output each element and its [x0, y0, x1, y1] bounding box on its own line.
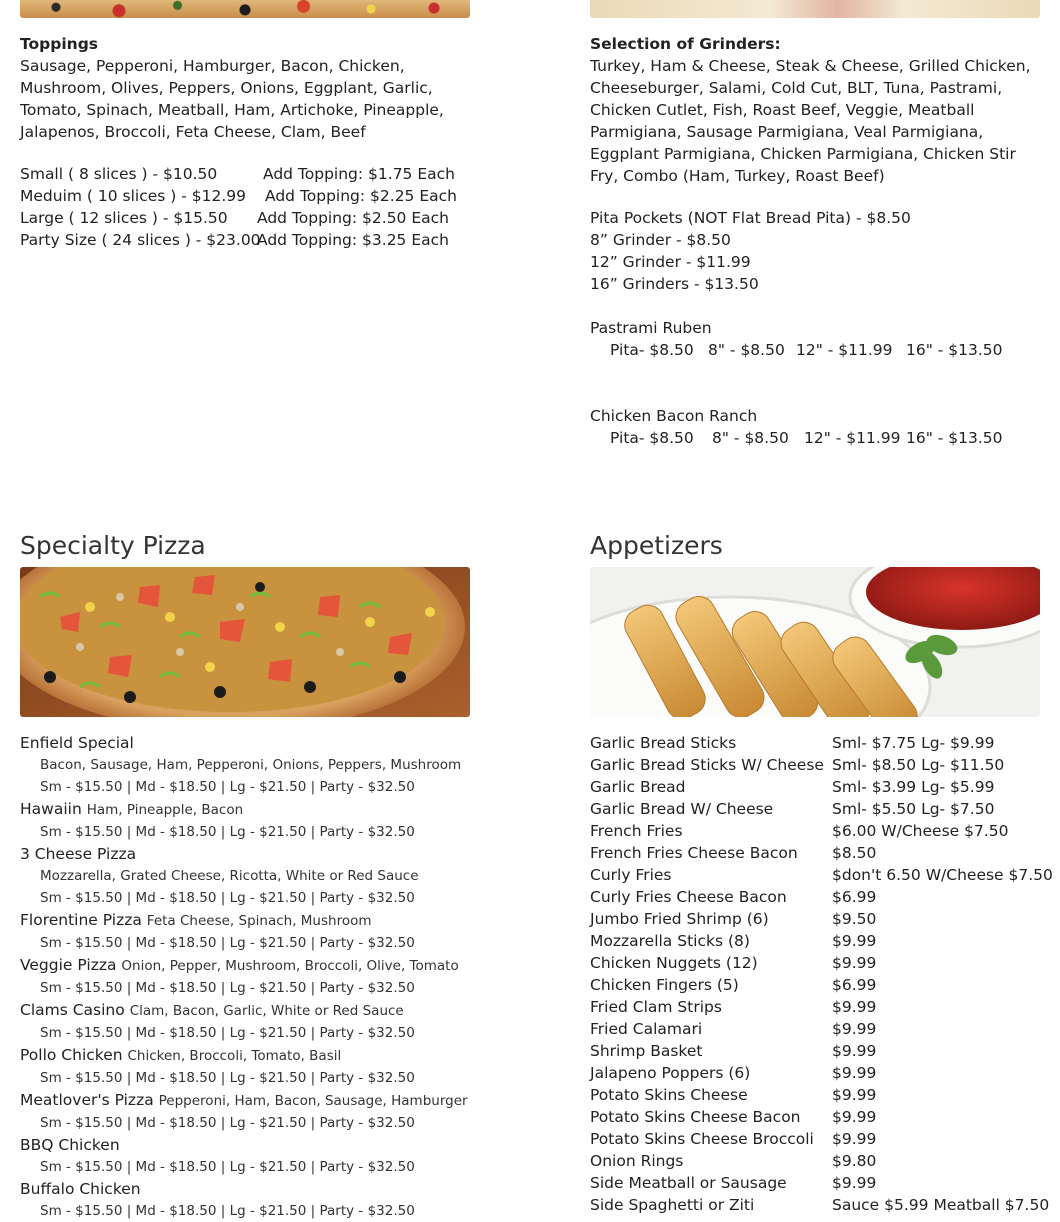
pizza-prices: Sm - $15.50 | Md - $18.50 | Lg - $21.50 | Party - $32.50 — [40, 824, 415, 840]
pizza-name: Buffalo Chicken — [20, 1180, 141, 1198]
8in-price: 8" - $8.50 — [712, 429, 789, 447]
list-item — [590, 732, 1060, 754]
appetizer-name: Potato Skins Cheese — [590, 1086, 748, 1104]
size-label: Small ( 8 slices ) - $10.50 — [20, 165, 218, 183]
appetizer-price: $8.50 — [832, 844, 877, 862]
appetizer-price: $9.99 — [832, 954, 877, 972]
list-item — [590, 842, 1060, 864]
appetizers-list — [590, 732, 1060, 1216]
appetizer-name: Fried Calamari — [590, 1020, 703, 1038]
appetizer-name: Onion Rings — [590, 1152, 684, 1170]
list-item — [590, 820, 1060, 842]
pizza-prices: Sm - $15.50 | Md - $18.50 | Lg - $21.50 | Party - $32.50 — [40, 779, 415, 795]
appetizer-price: $9.99 — [832, 1064, 877, 1082]
pizza-ingredients: Feta Cheese, Spinach, Mushroom — [146, 913, 372, 929]
grinders-list: Turkey, Ham & Cheese, Steak & Cheese, Grilled Chicken, Cheeseburger, Salami, Cold Cut, BLT, Tuna, Pastrami, Chicken Cutlet, Fish, Roast Beef, Veggie, Meatball Parmigiana, Sausage Parmigiana, Veal Parmigiana, Eggplant Parmigiana, Chicken Parmigiana, Chicken Stir Fry, Combo (Ham, Turkey, Roast Beef) — [590, 57, 1031, 185]
appetizer-price: Sml- $5.50 Lg- $7.50 — [832, 800, 995, 818]
size-row — [20, 163, 490, 185]
pizza-prices: Sm - $15.50 | Md - $18.50 | Lg - $21.50 | Party - $32.50 — [40, 1025, 415, 1041]
appetizer-price: $9.99 — [832, 998, 877, 1016]
toppings-heading: Toppings — [20, 35, 99, 53]
list-item — [20, 732, 490, 798]
appetizer-name: Jalapeno Poppers (6) — [590, 1064, 751, 1082]
appetizer-price: $9.99 — [832, 1130, 877, 1148]
list-item — [590, 754, 1060, 776]
appetizer-name: Shrimp Basket — [590, 1042, 703, 1060]
list-item — [20, 798, 490, 843]
appetizer-name: Side Spaghetti or Ziti — [590, 1196, 755, 1214]
appetizer-price: $6.00 W/Cheese $7.50 — [832, 822, 1009, 840]
pizza-description: Mozzarella, Grated Cheese, Ricotta, White or Red Sauce — [40, 868, 419, 884]
list-item — [590, 864, 1060, 886]
appetizer-price: $9.99 — [832, 1020, 877, 1038]
grinder-price: Pita Pockets (NOT Flat Bread Pita) - $8.50 — [590, 209, 911, 227]
appetizer-name: French Fries Cheese Bacon — [590, 844, 798, 862]
grinder-photo-top — [590, 0, 1040, 18]
appetizer-price: $don't 6.50 W/Cheese $7.50 — [832, 866, 1053, 884]
appetizer-name: Garlic Bread W/ Cheese — [590, 800, 774, 818]
pizza-ingredients: Pepperoni, Ham, Bacon, Sausage, Hamburger — [158, 1093, 468, 1109]
list-item — [20, 954, 490, 999]
appetizer-name: Garlic Bread Sticks W/ Cheese — [590, 756, 824, 774]
list-item — [590, 1040, 1060, 1062]
appetizer-name: Chicken Nuggets (12) — [590, 954, 758, 972]
pizza-prices: Sm - $15.50 | Md - $18.50 | Lg - $21.50 | Party - $32.50 — [40, 935, 415, 951]
appetizer-price: $9.99 — [832, 1086, 877, 1104]
pizza-name: Veggie Pizza — [20, 956, 117, 974]
list-item — [20, 843, 490, 909]
size-row — [20, 185, 490, 207]
pastrami-ruben-prices — [590, 339, 1060, 361]
pizza-name: Florentine Pizza — [20, 911, 142, 929]
pizza-ingredients: Chicken, Broccoli, Tomato, Basil — [127, 1048, 342, 1064]
grinder-price: 12” Grinder - $11.99 — [590, 253, 751, 271]
appetizer-price: Sml- $8.50 Lg- $11.50 — [832, 756, 1005, 774]
list-item — [590, 886, 1060, 908]
size-row — [20, 207, 490, 229]
appetizer-name: Curly Fries Cheese Bacon — [590, 888, 787, 906]
toppings-section — [20, 33, 490, 251]
list-item — [590, 1128, 1060, 1150]
appetizer-name: Chicken Fingers (5) — [590, 976, 739, 994]
pizza-prices: Sm - $15.50 | Md - $18.50 | Lg - $21.50 | Party - $32.50 — [40, 1070, 415, 1086]
appetizer-name: Potato Skins Cheese Bacon — [590, 1108, 801, 1126]
topping-price: Add Topping: $1.75 Each — [263, 165, 455, 183]
pizza-prices: Sm - $15.50 | Md - $18.50 | Lg - $21.50 | Party - $32.50 — [40, 1203, 415, 1219]
pizza-name: Pollo Chicken — [20, 1046, 123, 1064]
appetizer-price: $6.99 — [832, 888, 877, 906]
list-item — [20, 909, 490, 954]
list-item — [20, 1044, 490, 1089]
pizza-prices: Sm - $15.50 | Md - $18.50 | Lg - $21.50 | Party - $32.50 — [40, 1115, 415, 1131]
appetizer-price: Sml- $7.75 Lg- $9.99 — [832, 734, 995, 752]
16in-price: 16" - $13.50 — [906, 429, 1003, 447]
12in-price: 12" - $11.99 — [804, 429, 901, 447]
specialty-pizza-title: Specialty Pizza — [20, 531, 206, 560]
pizza-description: Bacon, Sausage, Ham, Pepperoni, Onions, Peppers, Mushroom — [40, 757, 462, 773]
pizza-name: Enfield Special — [20, 734, 134, 752]
grinders-heading: Selection of Grinders: — [590, 35, 781, 53]
size-row — [20, 229, 490, 251]
appetizer-price: $9.99 — [832, 1042, 877, 1060]
pizza-prices: Sm - $15.50 | Md - $18.50 | Lg - $21.50 | Party - $32.50 — [40, 1159, 415, 1175]
appetizer-name: Mozzarella Sticks (8) — [590, 932, 750, 950]
topping-price: Add Topping: $2.25 Each — [265, 187, 457, 205]
pizza-name: Clams Casino — [20, 1001, 125, 1019]
list-item — [590, 1150, 1060, 1172]
appetizer-name: Curly Fries — [590, 866, 672, 884]
list-item — [590, 930, 1060, 952]
appetizer-price: $6.99 — [832, 976, 877, 994]
appetizer-name: Garlic Bread — [590, 778, 686, 796]
list-item — [590, 996, 1060, 1018]
grinders-section — [590, 33, 1060, 449]
list-item — [590, 1018, 1060, 1040]
pizza-size-list — [20, 163, 490, 251]
specialty-pizza-list — [20, 732, 490, 1222]
12in-price: 12" - $11.99 — [796, 341, 893, 359]
pizza-name: BBQ Chicken — [20, 1136, 120, 1154]
list-item — [590, 974, 1060, 996]
8in-price: 8" - $8.50 — [708, 341, 785, 359]
list-item — [590, 952, 1060, 974]
toppings-list: Sausage, Pepperoni, Hamburger, Bacon, Chicken, Mushroom, Olives, Peppers, Onions, Eggplant, Garlic, Tomato, Spinach, Meatball, Ham, Artichoke, Pineapple, Jalapenos, Broccoli, Feta Cheese, Clam, Beef — [20, 57, 444, 141]
size-label: Party Size ( 24 slices ) - $23.00 — [20, 231, 261, 249]
pizza-name: Meatlover's Pizza — [20, 1091, 154, 1109]
grinder-price: 8” Grinder - $8.50 — [590, 231, 731, 249]
list-item — [20, 1178, 490, 1222]
size-label: Large ( 12 slices ) - $15.50 — [20, 209, 228, 227]
specialty-pizza-photo — [20, 567, 470, 717]
pita-price: Pita- $8.50 — [610, 341, 694, 359]
topping-price: Add Topping: $3.25 Each — [257, 231, 449, 249]
appetizer-name: French Fries — [590, 822, 683, 840]
list-item — [590, 1172, 1060, 1194]
list-item — [590, 798, 1060, 820]
pizza-ingredients: Ham, Pineapple, Bacon — [86, 802, 244, 818]
list-item — [590, 1106, 1060, 1128]
appetizer-price: $9.50 — [832, 910, 877, 928]
appetizer-price: Sauce $5.99 Meatball $7.50 — [832, 1196, 1050, 1214]
appetizer-price: $9.99 — [832, 1174, 877, 1192]
grinder-price: 16” Grinders - $13.50 — [590, 275, 759, 293]
appetizers-title: Appetizers — [590, 531, 723, 560]
list-item — [590, 1062, 1060, 1084]
appetizer-name: Jumbo Fried Shrimp (6) — [590, 910, 769, 928]
appetizer-name: Side Meatball or Sausage — [590, 1174, 787, 1192]
pizza-ingredients: Onion, Pepper, Mushroom, Broccoli, Olive, Tomato — [121, 958, 459, 974]
appetizers-photo — [590, 567, 1040, 717]
pita-price: Pita- $8.50 — [610, 429, 694, 447]
list-item — [590, 776, 1060, 798]
appetizer-name: Potato Skins Cheese Broccoli — [590, 1130, 814, 1148]
topping-price: Add Topping: $2.50 Each — [257, 209, 449, 227]
pizza-photo-top — [20, 0, 470, 18]
list-item — [20, 1089, 490, 1134]
pizza-name: 3 Cheese Pizza — [20, 845, 137, 863]
16in-price: 16" - $13.50 — [906, 341, 1003, 359]
appetizer-name: Garlic Bread Sticks — [590, 734, 737, 752]
list-item — [20, 999, 490, 1044]
size-label: Meduim ( 10 slices ) - $12.99 — [20, 187, 247, 205]
appetizer-price: $9.80 — [832, 1152, 877, 1170]
pizza-ingredients: Clam, Bacon, Garlic, White or Red Sauce — [129, 1003, 404, 1019]
chicken-bacon-ranch-name: Chicken Bacon Ranch — [590, 407, 758, 425]
chicken-bacon-ranch-prices — [590, 427, 1060, 449]
list-item — [590, 908, 1060, 930]
list-item — [590, 1084, 1060, 1106]
appetizer-price: Sml- $3.99 Lg- $5.99 — [832, 778, 995, 796]
list-item — [20, 1134, 490, 1178]
appetizer-price: $9.99 — [832, 932, 877, 950]
appetizer-name: Fried Clam Strips — [590, 998, 722, 1016]
pastrami-ruben-name: Pastrami Ruben — [590, 319, 712, 337]
pizza-name: Hawaiin — [20, 800, 82, 818]
pizza-prices: Sm - $15.50 | Md - $18.50 | Lg - $21.50 | Party - $32.50 — [40, 980, 415, 996]
pizza-prices: Sm - $15.50 | Md - $18.50 | Lg - $21.50 | Party - $32.50 — [40, 890, 415, 906]
appetizer-price: $9.99 — [832, 1108, 877, 1126]
